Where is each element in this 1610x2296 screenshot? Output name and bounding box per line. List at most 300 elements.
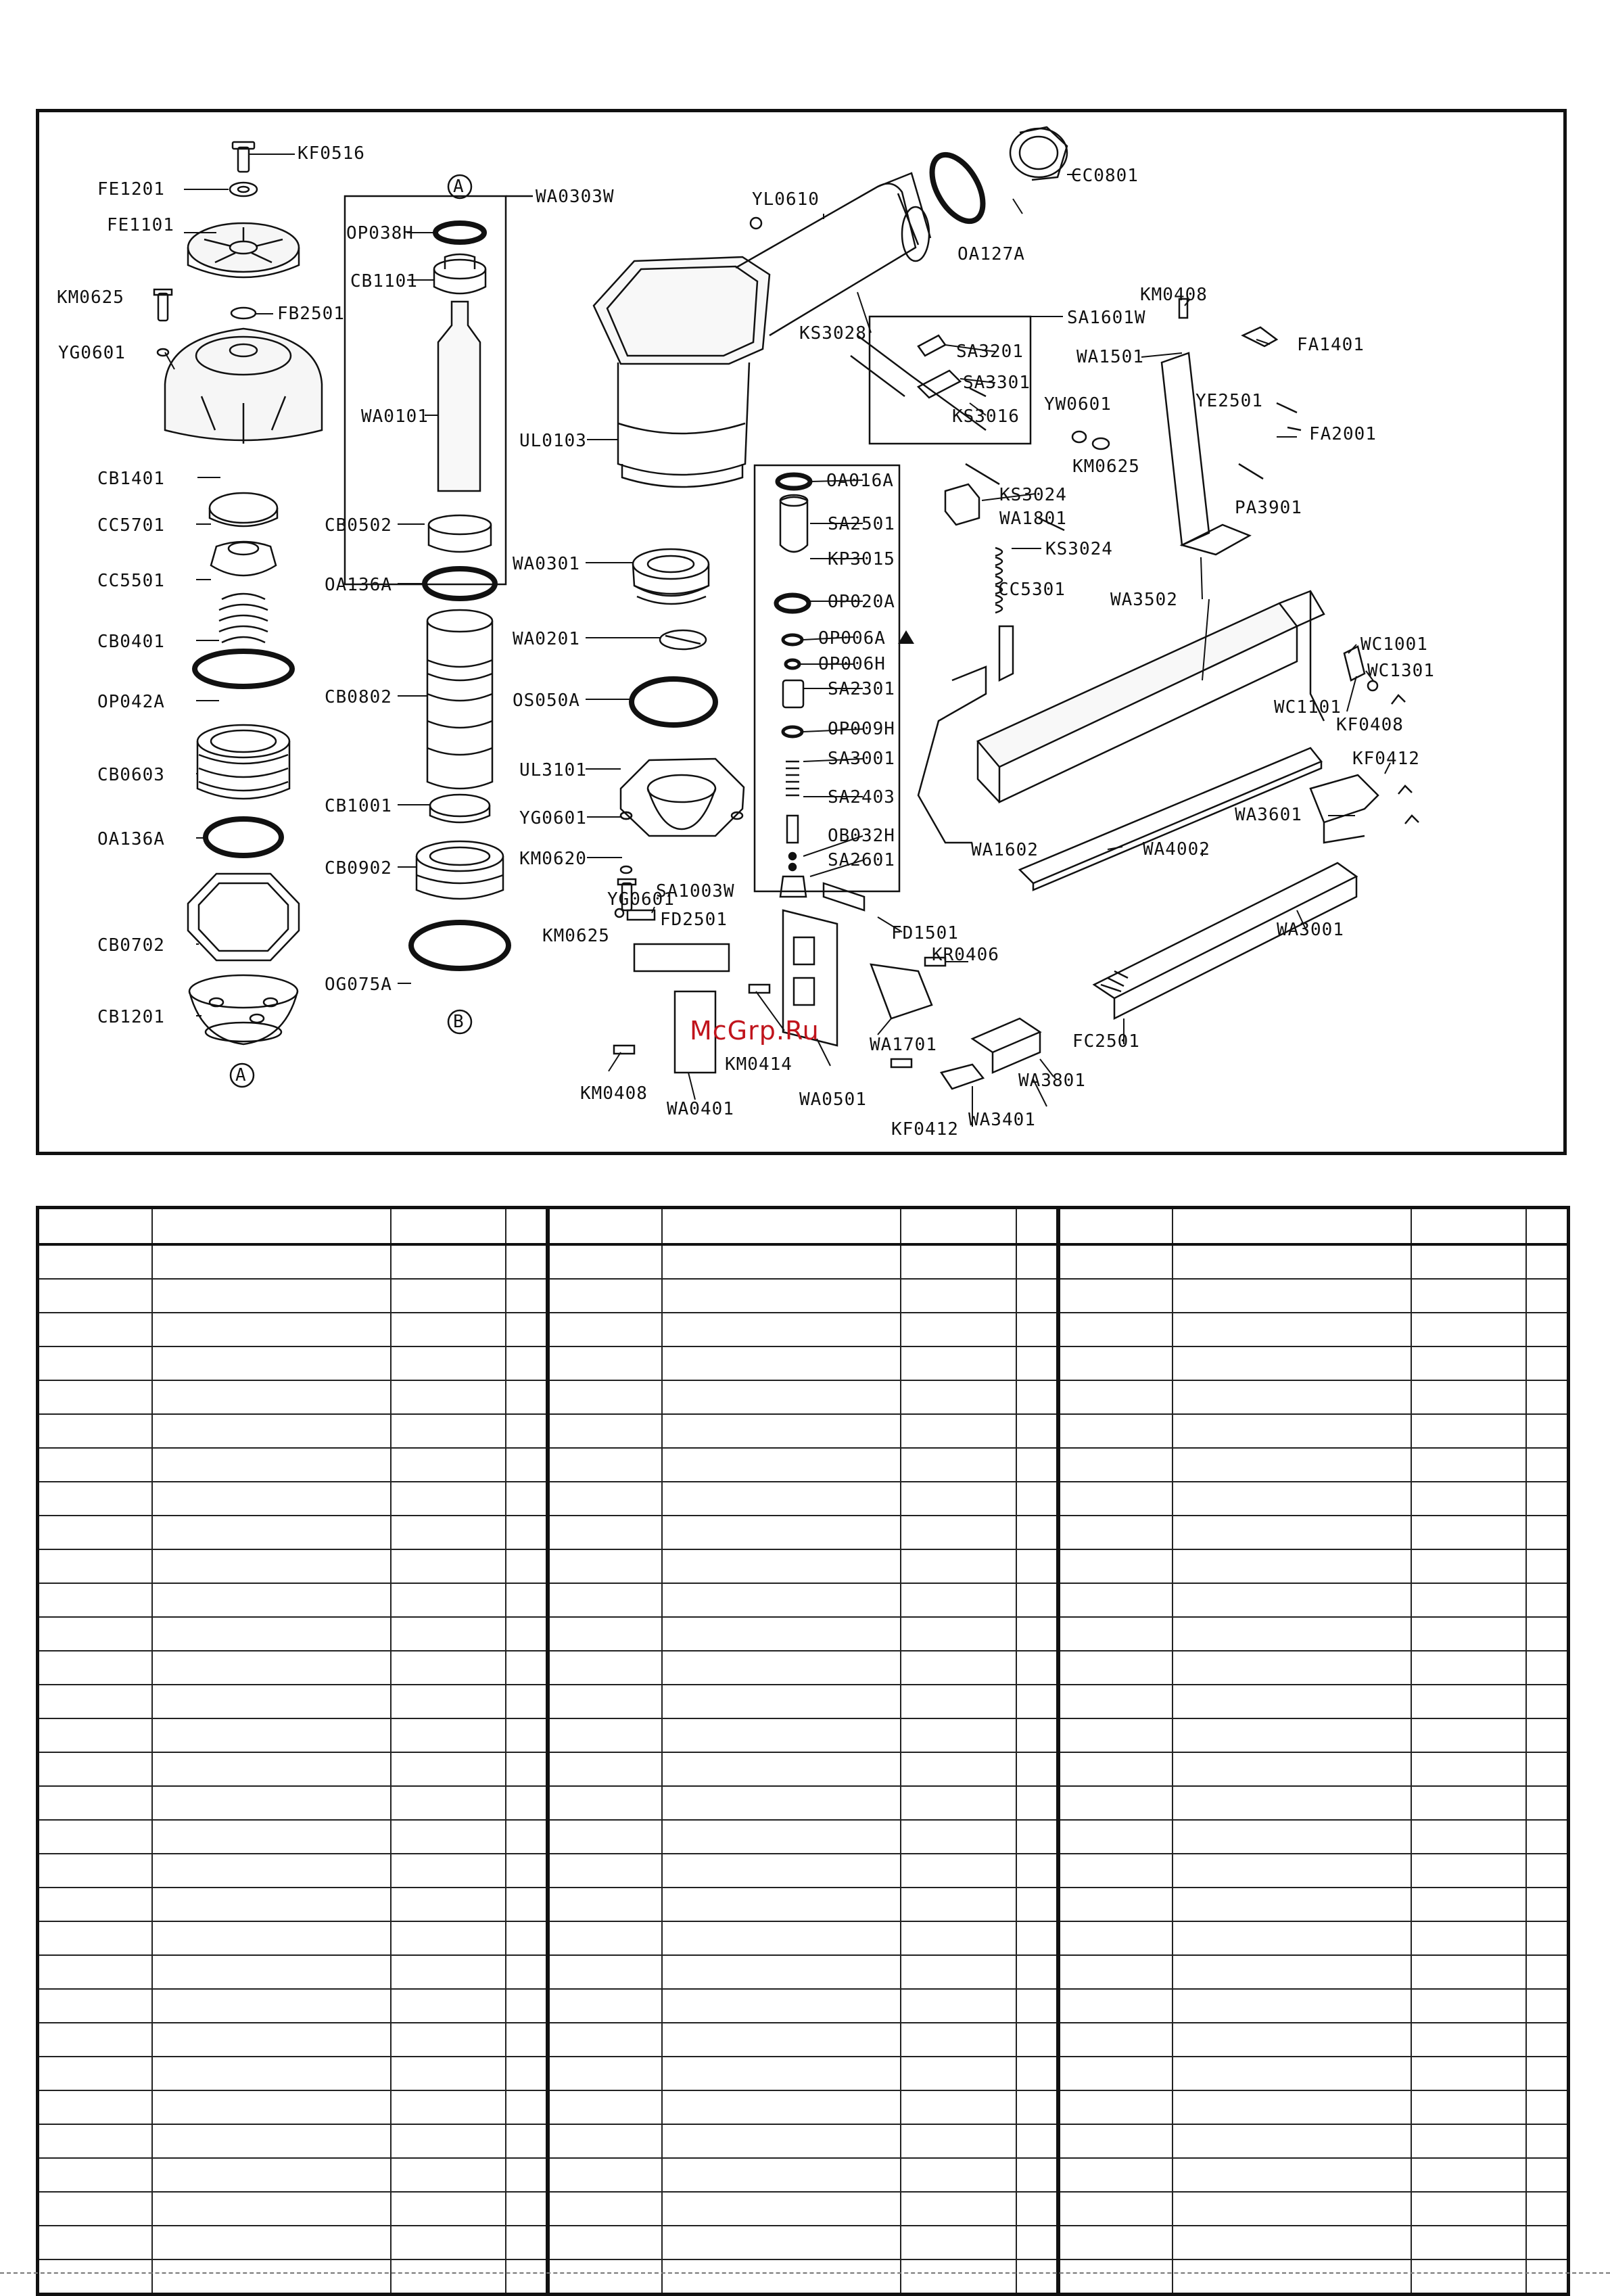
table-cell <box>1058 1921 1173 1955</box>
table-cell <box>38 2158 152 2192</box>
table-cell <box>1173 2124 1411 2158</box>
label-WC1001: WC1001 <box>1360 634 1428 655</box>
table-cell <box>901 2090 1016 2124</box>
label-OP006H: OP006H <box>818 654 886 674</box>
table-cell <box>38 1888 152 1921</box>
table-cell <box>391 1617 506 1651</box>
table-cell <box>662 2192 901 2226</box>
table-cell <box>1058 2057 1173 2090</box>
table-cell <box>1411 1448 1526 1482</box>
table-cell <box>1173 2090 1411 2124</box>
table-cell <box>391 1752 506 1786</box>
parts-table-body <box>38 1244 1569 2295</box>
table-cell <box>1526 1279 1568 1313</box>
label-WA3801: WA3801 <box>1018 1071 1086 1091</box>
table-cell <box>38 2090 152 2124</box>
table-cell <box>1411 2090 1526 2124</box>
table-cell <box>1016 1482 1058 1516</box>
table-cell <box>1526 1888 1568 1921</box>
table-cell <box>548 1921 662 1955</box>
table-cell <box>1411 1482 1526 1516</box>
exploded-view-drawing <box>39 112 1563 1152</box>
table-cell <box>548 1685 662 1718</box>
table-cell <box>1411 1516 1526 1549</box>
table-cell <box>1016 2158 1058 2192</box>
table-cell <box>1016 1955 1058 1989</box>
table-cell <box>901 1989 1016 2023</box>
table-row <box>38 1482 1569 1516</box>
table-row <box>38 1854 1569 1888</box>
label-WC1301: WC1301 <box>1367 661 1435 681</box>
table-row <box>38 1888 1569 1921</box>
table-cell <box>662 1854 901 1888</box>
table-cell <box>1526 1651 1568 1685</box>
table-cell <box>506 1617 548 1651</box>
table-cell <box>1526 1583 1568 1617</box>
table-cell <box>1058 1752 1173 1786</box>
table-cell <box>391 2226 506 2259</box>
table-cell <box>1526 1921 1568 1955</box>
table-cell <box>1058 1651 1173 1685</box>
table-cell <box>1016 2192 1058 2226</box>
table-cell <box>1058 1346 1173 1380</box>
table-cell <box>506 1414 548 1448</box>
table-row <box>38 1820 1569 1854</box>
table-cell <box>38 1921 152 1955</box>
table-cell <box>901 1786 1016 1820</box>
table-cell <box>1411 1921 1526 1955</box>
label-KS3024-b: KS3024 <box>1045 539 1113 559</box>
table-cell <box>506 2057 548 2090</box>
table-cell <box>506 1752 548 1786</box>
table-cell <box>1016 2057 1058 2090</box>
label-CB1101: CB1101 <box>350 271 418 291</box>
table-cell <box>548 1752 662 1786</box>
table-cell <box>1016 1414 1058 1448</box>
table-cell <box>662 1313 901 1346</box>
table-cell <box>38 1448 152 1482</box>
label-WA1701: WA1701 <box>870 1035 937 1055</box>
table-cell <box>1411 1549 1526 1583</box>
table-row <box>38 1752 1569 1786</box>
table-cell <box>901 2259 1016 2295</box>
table-cell <box>152 1279 391 1313</box>
table-cell <box>901 1651 1016 1685</box>
table-cell <box>662 1482 901 1516</box>
table-cell <box>901 2124 1016 2158</box>
table-cell <box>1173 1448 1411 1482</box>
header-cell <box>38 1208 152 1245</box>
table-cell <box>38 1346 152 1380</box>
table-cell <box>38 1279 152 1313</box>
table-cell <box>1016 1718 1058 1752</box>
table-cell <box>152 1482 391 1516</box>
table-cell <box>1016 1583 1058 1617</box>
label-WA4002: WA4002 <box>1143 839 1210 860</box>
table-cell <box>1526 1786 1568 1820</box>
table-cell <box>1016 2124 1058 2158</box>
table-cell <box>152 1617 391 1651</box>
table-cell <box>662 1752 901 1786</box>
table-cell <box>662 1820 901 1854</box>
header-cell <box>662 1208 901 1245</box>
header-cell <box>901 1208 1016 1245</box>
label-OS050A: OS050A <box>513 690 580 711</box>
table-cell <box>1058 1718 1173 1752</box>
table-cell <box>391 1854 506 1888</box>
table-cell <box>1173 1820 1411 1854</box>
table-cell <box>506 1921 548 1955</box>
label-FD1501: FD1501 <box>891 923 959 943</box>
table-cell <box>1058 1685 1173 1718</box>
table-cell <box>1058 1482 1173 1516</box>
table-row <box>38 1651 1569 1685</box>
table-cell <box>1411 1854 1526 1888</box>
table-cell <box>1526 1346 1568 1380</box>
table-cell <box>1058 1244 1173 1279</box>
table-cell <box>901 2057 1016 2090</box>
table-cell <box>1173 2023 1411 2057</box>
table-cell <box>38 1414 152 1448</box>
table-cell <box>548 2124 662 2158</box>
table-cell <box>391 1244 506 1279</box>
table-cell <box>548 1380 662 1414</box>
table-cell <box>1016 1786 1058 1820</box>
table-cell <box>506 1718 548 1752</box>
diagram-frame <box>36 109 1567 1155</box>
table-cell <box>38 1583 152 1617</box>
table-cell <box>38 2259 152 2295</box>
table-row <box>38 1786 1569 1820</box>
label-KF0412-right: KF0412 <box>1352 749 1420 769</box>
header-cell <box>1058 1208 1173 1245</box>
table-cell <box>901 1482 1016 1516</box>
table-cell <box>391 2192 506 2226</box>
header-cell <box>1016 1208 1058 1245</box>
label-UL0103: UL0103 <box>519 431 587 451</box>
table-cell <box>548 1414 662 1448</box>
table-cell <box>1173 1516 1411 1549</box>
table-cell <box>506 1279 548 1313</box>
table-cell <box>506 2023 548 2057</box>
table-cell <box>391 1685 506 1718</box>
callout-a-bottom: A <box>235 1065 247 1085</box>
table-cell <box>662 1244 901 1279</box>
table-cell <box>152 1854 391 1888</box>
table-cell <box>548 1346 662 1380</box>
table-cell <box>1058 1448 1173 1482</box>
table-cell <box>1173 2158 1411 2192</box>
table-cell <box>391 1921 506 1955</box>
table-cell <box>1526 1482 1568 1516</box>
table-cell <box>1411 1718 1526 1752</box>
label-KM0408-top: KM0408 <box>1140 285 1208 305</box>
table-cell <box>1058 1955 1173 1989</box>
table-cell <box>391 2023 506 2057</box>
table-row <box>38 2090 1569 2124</box>
table-cell <box>548 1888 662 1921</box>
table-cell <box>548 2158 662 2192</box>
table-cell <box>38 2023 152 2057</box>
table-cell <box>662 1617 901 1651</box>
label-YE2501: YE2501 <box>1195 391 1263 411</box>
table-cell <box>391 1549 506 1583</box>
table-cell <box>1058 2090 1173 2124</box>
label-CB1201: CB1201 <box>97 1007 165 1027</box>
table-cell <box>1016 1617 1058 1651</box>
table-cell <box>1173 1380 1411 1414</box>
table-row <box>38 2023 1569 2057</box>
table-cell <box>662 1549 901 1583</box>
header-cell <box>548 1208 662 1245</box>
table-cell <box>391 1448 506 1482</box>
table-cell <box>391 1786 506 1820</box>
table-cell <box>506 1820 548 1854</box>
table-cell <box>1526 1989 1568 2023</box>
label-KM0625-right: KM0625 <box>1072 456 1140 477</box>
label-WA3601: WA3601 <box>1235 805 1302 825</box>
table-cell <box>506 1380 548 1414</box>
table-row <box>38 2226 1569 2259</box>
label-KR0406: KR0406 <box>932 945 999 965</box>
table-cell <box>391 2259 506 2295</box>
table-cell <box>391 2057 506 2090</box>
table-cell <box>1173 1718 1411 1752</box>
label-OP038H: OP038H <box>346 223 414 243</box>
table-cell <box>901 1718 1016 1752</box>
table-cell <box>901 1244 1016 1279</box>
table-cell <box>1526 2023 1568 2057</box>
table-cell <box>1173 1989 1411 2023</box>
table-cell <box>1058 1617 1173 1651</box>
table-cell <box>1016 1346 1058 1380</box>
table-cell <box>506 1888 548 1921</box>
table-cell <box>901 1955 1016 1989</box>
table-cell <box>901 1346 1016 1380</box>
table-cell <box>1173 1583 1411 1617</box>
table-header-row <box>38 1208 1569 1245</box>
table-cell <box>391 1583 506 1617</box>
table-cell <box>1016 2023 1058 2057</box>
label-WC1101: WC1101 <box>1274 697 1342 718</box>
table-cell <box>662 2158 901 2192</box>
table-cell <box>506 1955 548 1989</box>
table-cell <box>1058 2226 1173 2259</box>
table-cell <box>506 1583 548 1617</box>
table-cell <box>1173 1279 1411 1313</box>
label-PA3901: PA3901 <box>1235 498 1302 518</box>
table-cell <box>901 2023 1016 2057</box>
table-cell <box>662 1955 901 1989</box>
table-cell <box>391 1346 506 1380</box>
table-cell <box>506 1786 548 1820</box>
label-CC0801: CC0801 <box>1071 166 1139 186</box>
table-cell <box>38 1380 152 1414</box>
table-cell <box>391 1989 506 2023</box>
table-cell <box>152 2226 391 2259</box>
table-cell <box>662 1516 901 1549</box>
table-cell <box>506 2090 548 2124</box>
table-cell <box>1173 1346 1411 1380</box>
table-row <box>38 2259 1569 2295</box>
label-FC2501: FC2501 <box>1072 1031 1140 1052</box>
label-WA3001: WA3001 <box>1277 920 1344 940</box>
table-cell <box>662 1414 901 1448</box>
table-cell <box>1526 1448 1568 1482</box>
table-cell <box>1016 1244 1058 1279</box>
table-cell <box>152 1414 391 1448</box>
table-cell <box>662 2090 901 2124</box>
label-OG075A: OG075A <box>325 975 392 995</box>
table-cell <box>548 1244 662 1279</box>
table-cell <box>1058 1380 1173 1414</box>
table-cell <box>38 1549 152 1583</box>
table-cell <box>548 1583 662 1617</box>
table-row <box>38 1955 1569 1989</box>
table-cell <box>1411 1888 1526 1921</box>
label-UL3101: UL3101 <box>519 760 587 780</box>
table-cell <box>1526 2090 1568 2124</box>
table-cell <box>1173 1313 1411 1346</box>
table-cell <box>1411 1279 1526 1313</box>
table-cell <box>152 1955 391 1989</box>
label-FB2501: FB2501 <box>277 304 345 324</box>
table-cell <box>1411 1313 1526 1346</box>
label-CB0902: CB0902 <box>325 858 392 878</box>
table-cell <box>1058 1279 1173 1313</box>
table-cell <box>901 1414 1016 1448</box>
middle-left-stack-parts <box>345 175 533 1033</box>
table-cell <box>662 1380 901 1414</box>
label-SA2501: SA2501 <box>828 514 895 534</box>
table-cell <box>1526 1516 1568 1549</box>
table-cell <box>548 2226 662 2259</box>
table-cell <box>1526 1244 1568 1279</box>
table-cell <box>548 1617 662 1651</box>
table-cell <box>152 1380 391 1414</box>
table-cell <box>1526 1313 1568 1346</box>
table-cell <box>1526 1617 1568 1651</box>
table-cell <box>548 1482 662 1516</box>
table-cell <box>1173 2192 1411 2226</box>
label-KF0516: KF0516 <box>298 143 365 164</box>
table-cell <box>152 1888 391 1921</box>
table-cell <box>506 2259 548 2295</box>
table-cell <box>152 1516 391 1549</box>
table-cell <box>1173 1244 1411 1279</box>
table-cell <box>548 1516 662 1549</box>
label-SA1601W: SA1601W <box>1067 308 1146 328</box>
table-cell <box>1173 1786 1411 1820</box>
table-cell <box>1058 1854 1173 1888</box>
table-cell <box>1058 2023 1173 2057</box>
table-cell <box>1016 1888 1058 1921</box>
table-cell <box>1016 1380 1058 1414</box>
table-cell <box>1016 1279 1058 1313</box>
table-cell <box>1058 1583 1173 1617</box>
table-cell <box>1016 1854 1058 1888</box>
table-cell <box>1411 1820 1526 1854</box>
label-SA1003W: SA1003W <box>656 881 735 901</box>
label-KM0408-low: KM0408 <box>580 1083 648 1104</box>
table-row <box>38 1279 1569 1313</box>
header-cell <box>1173 1208 1411 1245</box>
label-CC5501: CC5501 <box>97 571 165 591</box>
label-YG0601-mid: YG0601 <box>519 808 587 828</box>
table-cell <box>1411 2226 1526 2259</box>
table-cell <box>1016 1516 1058 1549</box>
table-row <box>38 1617 1569 1651</box>
table-cell <box>1526 2057 1568 2090</box>
table-cell <box>548 1786 662 1820</box>
warning-triangle-icon <box>898 630 914 644</box>
table-cell <box>662 2124 901 2158</box>
table-cell <box>1173 1549 1411 1583</box>
label-SA3201: SA3201 <box>956 342 1024 362</box>
table-cell <box>1411 2192 1526 2226</box>
table-cell <box>662 1346 901 1380</box>
table-cell <box>391 1888 506 1921</box>
label-CC5701: CC5701 <box>97 515 165 536</box>
table-cell <box>1411 1752 1526 1786</box>
label-CB0603: CB0603 <box>97 765 165 785</box>
table-cell <box>1058 1820 1173 1854</box>
table-cell <box>38 1955 152 1989</box>
table-cell <box>1016 1820 1058 1854</box>
table-cell <box>38 2124 152 2158</box>
table-cell <box>1058 1989 1173 2023</box>
table-cell <box>506 1346 548 1380</box>
label-CB0401: CB0401 <box>97 632 165 652</box>
table-cell <box>901 1313 1016 1346</box>
table-cell <box>391 1279 506 1313</box>
label-SA3301: SA3301 <box>963 373 1031 393</box>
table-cell <box>1058 1516 1173 1549</box>
label-WA1501: WA1501 <box>1076 347 1144 367</box>
label-SA3001: SA3001 <box>828 749 895 769</box>
table-cell <box>901 1888 1016 1921</box>
table-cell <box>1173 1651 1411 1685</box>
table-cell <box>152 1346 391 1380</box>
table-cell <box>391 1516 506 1549</box>
table-row <box>38 1921 1569 1955</box>
table-cell <box>662 2023 901 2057</box>
label-CB0502: CB0502 <box>325 515 392 536</box>
table-cell <box>548 1718 662 1752</box>
table-cell <box>1058 2192 1173 2226</box>
table-cell <box>1173 1617 1411 1651</box>
label-OP006A: OP006A <box>818 628 886 649</box>
table-cell <box>548 1651 662 1685</box>
table-cell <box>38 1617 152 1651</box>
label-FD2501: FD2501 <box>660 910 728 930</box>
table-row <box>38 1583 1569 1617</box>
table-cell <box>391 1651 506 1685</box>
table-cell <box>1016 2090 1058 2124</box>
table-cell <box>901 1516 1016 1549</box>
header-cell <box>152 1208 391 1245</box>
table-cell <box>152 1989 391 2023</box>
table-cell <box>391 1414 506 1448</box>
label-SA2403: SA2403 <box>828 787 895 807</box>
label-OP009H: OP009H <box>828 719 895 739</box>
label-FE1201: FE1201 <box>97 179 165 200</box>
table-cell <box>38 1820 152 1854</box>
table-cell <box>548 2023 662 2057</box>
header-cell <box>506 1208 548 1245</box>
header-cell <box>1411 1208 1526 1245</box>
table-cell <box>38 1313 152 1346</box>
